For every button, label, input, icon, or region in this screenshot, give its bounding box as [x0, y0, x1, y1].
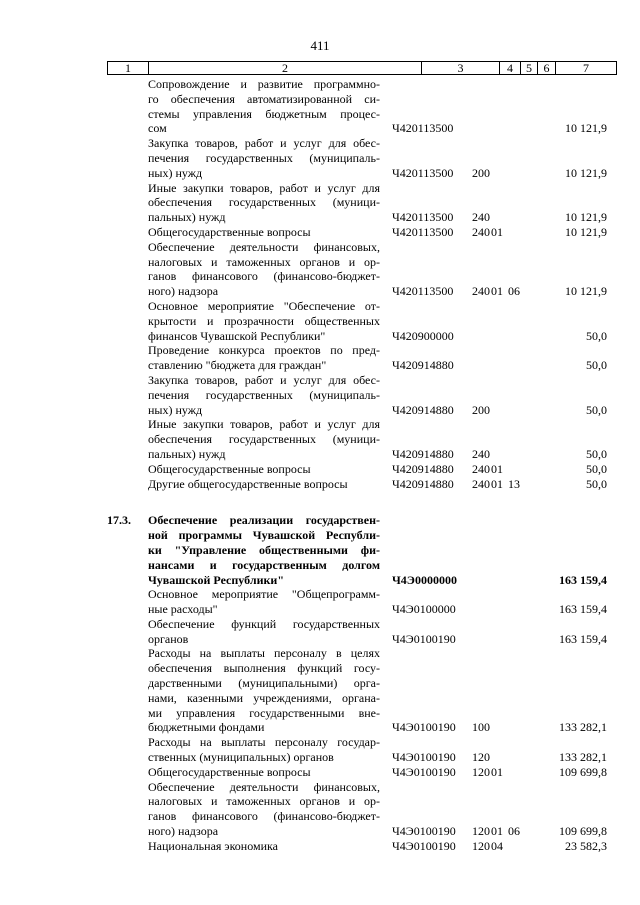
description-line: дарственными (муниципальными) орга-: [148, 676, 380, 691]
row-description: [148, 136, 380, 180]
amount: 50,0: [586, 358, 607, 373]
description-line: налоговых и таможенных органов и ор-: [148, 794, 380, 809]
section-code: 01: [491, 224, 503, 239]
row-description: [148, 373, 380, 417]
row-description: [148, 513, 380, 587]
header-col-6: 6: [538, 62, 556, 75]
section-gap: [107, 491, 607, 513]
description-line: Основное мероприятие "Обеспечение от-: [148, 298, 380, 313]
expense-type-code: 120: [472, 764, 490, 779]
table-row: [107, 299, 607, 343]
target-article-code: Ч420113500: [392, 165, 454, 180]
table-row: [107, 462, 607, 477]
row-description: [148, 181, 380, 225]
table-row: [107, 417, 607, 461]
amount: 50,0: [586, 461, 607, 476]
description-line: Общегосударственные вопросы: [148, 764, 311, 779]
description-line: ганов финансового (финансово-бюджет-: [148, 809, 380, 824]
description-line: ми управления государственными вне-: [148, 705, 380, 720]
description-line: ки "Управление общественными фи-: [148, 542, 380, 557]
row-description: [148, 462, 380, 477]
expense-type-code: 240: [472, 446, 490, 461]
row-description: [148, 587, 380, 617]
description-line: Закупка товаров, работ и услуг для обес-: [148, 136, 380, 151]
amount: 109 699,8: [559, 824, 607, 839]
description-line: Иные закупки товаров, работ и услуг для: [148, 417, 380, 432]
amount: 163 159,4: [559, 602, 607, 617]
description-line: Общегосударственные вопросы: [148, 461, 311, 476]
description-line: крытости и прозрачности общественных: [148, 313, 380, 328]
header-col-5: 5: [521, 62, 538, 75]
subsection-code: 13: [508, 476, 520, 491]
row-description: [148, 617, 380, 647]
table-row: [107, 136, 607, 180]
amount: 10 121,9: [565, 210, 607, 225]
description-line: ганов финансового (финансово-бюджет-: [148, 269, 380, 284]
section-code: 01: [491, 284, 503, 299]
description-line: обеспечения выполнения функций госу-: [148, 661, 380, 676]
description-line: Другие общегосударственные вопросы: [148, 476, 348, 491]
description-line: Закупка товаров, работ и услуг для обес-: [148, 372, 380, 387]
table-row: [107, 765, 607, 780]
description-line: бюджетными фондами: [148, 720, 265, 735]
target-article-code: Ч420914880: [392, 446, 454, 461]
amount: 10 121,9: [565, 284, 607, 299]
row-description: [148, 240, 380, 299]
row-description: [148, 225, 380, 240]
target-article-code: Ч420113500: [392, 121, 454, 136]
description-line: го обеспечения автоматизированной си-: [148, 91, 380, 106]
column-header-table: [107, 61, 617, 75]
description-line: Национальная экономика: [148, 838, 278, 853]
description-line: печения государственных (муниципаль-: [148, 150, 380, 165]
table-row: [107, 735, 607, 765]
expense-type-code: 100: [472, 720, 490, 735]
section-code: 01: [491, 461, 503, 476]
description-line: финансов Чувашской Республики": [148, 328, 326, 343]
row-group-a: [107, 77, 607, 491]
target-article-code: Ч420914880: [392, 476, 454, 491]
target-article-code: Ч4Э0100000: [392, 602, 456, 617]
section-code: 01: [491, 764, 503, 779]
row-description: [148, 646, 380, 735]
target-article-code: Ч420914880: [392, 402, 454, 417]
description-line: органов: [148, 631, 189, 646]
description-line: Обеспечение функций государственных: [148, 616, 380, 631]
amount: 133 282,1: [559, 720, 607, 735]
description-line: Общегосударственные вопросы: [148, 224, 311, 239]
table-row: [107, 225, 607, 240]
description-line: ственных (муниципальных) органов: [148, 750, 334, 765]
expense-type-code: 120: [472, 838, 490, 853]
description-line: ного) надзора: [148, 284, 219, 299]
description-line: сом: [148, 121, 167, 136]
target-article-code: Ч4Э0100190: [392, 824, 456, 839]
description-line: стемы управления бюджетным процес-: [148, 106, 380, 121]
amount: 23 582,3: [565, 838, 607, 853]
target-article-code: Ч420113500: [392, 210, 454, 225]
header-col-4: 4: [500, 62, 521, 75]
amount: 50,0: [586, 328, 607, 343]
target-article-code: Ч420900000: [392, 328, 454, 343]
table-row: [107, 240, 607, 299]
table-row: [107, 343, 607, 373]
page-number: 411: [310, 38, 330, 53]
header-col-3: 3: [422, 62, 500, 75]
table-row: [107, 646, 607, 735]
expense-type-code: 200: [472, 402, 490, 417]
amount: 50,0: [586, 476, 607, 491]
budget-table-body: [107, 77, 607, 854]
target-article-code: Ч420914880: [392, 358, 454, 373]
row-description: [148, 839, 380, 854]
subsection-code: 06: [508, 284, 520, 299]
target-article-code: Ч4Э0100190: [392, 764, 456, 779]
target-article-code: Ч4Э0100190: [392, 720, 456, 735]
table-row: [107, 77, 607, 136]
description-line: пальных) нужд: [148, 446, 226, 461]
target-article-code: Ч4Э0100190: [392, 631, 456, 646]
table-row: [107, 373, 607, 417]
description-line: ной программы Чувашской Республи-: [148, 528, 380, 543]
row-group-b: [107, 513, 607, 853]
subsection-code: 06: [508, 824, 520, 839]
description-line: Чувашской Республики": [148, 572, 284, 587]
description-line: Расходы на выплаты персоналу государ-: [148, 735, 380, 750]
expense-type-code: 240: [472, 461, 490, 476]
expense-type-code: 240: [472, 224, 490, 239]
target-article-code: Ч4Э0000000: [392, 572, 457, 587]
table-row: [107, 780, 607, 839]
expense-type-code: 120: [472, 750, 490, 765]
description-line: Проведение конкурса проектов по пред-: [148, 343, 380, 358]
row-number: 17.3.: [107, 513, 131, 528]
amount: 50,0: [586, 446, 607, 461]
header-col-2: 2: [149, 62, 422, 75]
table-row: [107, 839, 607, 854]
description-line: пальных) нужд: [148, 210, 226, 225]
description-line: Расходы на выплаты персоналу в целях: [148, 646, 380, 661]
row-description: [148, 343, 380, 373]
row-description: [148, 780, 380, 839]
row-description: [148, 477, 380, 492]
row-description: [148, 299, 380, 343]
target-article-code: Ч420914880: [392, 461, 454, 476]
header-col-1: 1: [108, 62, 149, 75]
expense-type-code: 120: [472, 824, 490, 839]
expense-type-code: 200: [472, 165, 490, 180]
target-article-code: Ч420113500: [392, 224, 454, 239]
description-line: ных) нужд: [148, 402, 203, 417]
expense-type-code: 240: [472, 210, 490, 225]
row-description: [148, 765, 380, 780]
description-line: ставлению "бюджета для граждан": [148, 358, 327, 373]
target-article-code: Ч4Э0100190: [392, 838, 456, 853]
table-row: [107, 587, 607, 617]
description-line: нансами и государственным долгом: [148, 557, 380, 572]
section-code: 04: [491, 838, 503, 853]
description-line: Иные закупки товаров, работ и услуг для: [148, 180, 380, 195]
description-line: ные расходы": [148, 602, 218, 617]
description-line: налоговых и таможенных органов и ор-: [148, 254, 380, 269]
amount: 109 699,8: [559, 764, 607, 779]
description-line: ных) нужд: [148, 165, 203, 180]
amount: 10 121,9: [565, 224, 607, 239]
table-row: [107, 181, 607, 225]
description-line: обеспечения государственных (муници-: [148, 432, 380, 447]
row-description: [148, 417, 380, 461]
description-line: Основное мероприятие "Общепрограмм-: [148, 587, 380, 602]
description-line: Сопровождение и развитие программно-: [148, 77, 380, 91]
amount: 163 159,4: [559, 572, 607, 587]
section-code: 01: [491, 476, 503, 491]
header-col-7: 7: [556, 62, 617, 75]
amount: 10 121,9: [565, 165, 607, 180]
amount: 133 282,1: [559, 750, 607, 765]
description-line: Обеспечение деятельности финансовых,: [148, 239, 380, 254]
table-row: [107, 513, 607, 587]
target-article-code: Ч4Э0100190: [392, 750, 456, 765]
target-article-code: Ч420113500: [392, 284, 454, 299]
description-line: печения государственных (муниципаль-: [148, 387, 380, 402]
amount: 10 121,9: [565, 121, 607, 136]
amount: 50,0: [586, 402, 607, 417]
description-line: Обеспечение реализации государствен-: [148, 513, 380, 528]
table-row: [107, 617, 607, 647]
description-line: ного) надзора: [148, 824, 219, 839]
description-line: нами, казенными учреждениями, органа-: [148, 690, 380, 705]
table-row: [107, 477, 607, 492]
expense-type-code: 240: [472, 284, 490, 299]
description-line: Обеспечение деятельности финансовых,: [148, 779, 380, 794]
row-description: [148, 77, 380, 136]
section-code: 01: [491, 824, 503, 839]
description-line: обеспечения государственных (муници-: [148, 195, 380, 210]
row-description: [148, 735, 380, 765]
amount: 163 159,4: [559, 631, 607, 646]
expense-type-code: 240: [472, 476, 490, 491]
